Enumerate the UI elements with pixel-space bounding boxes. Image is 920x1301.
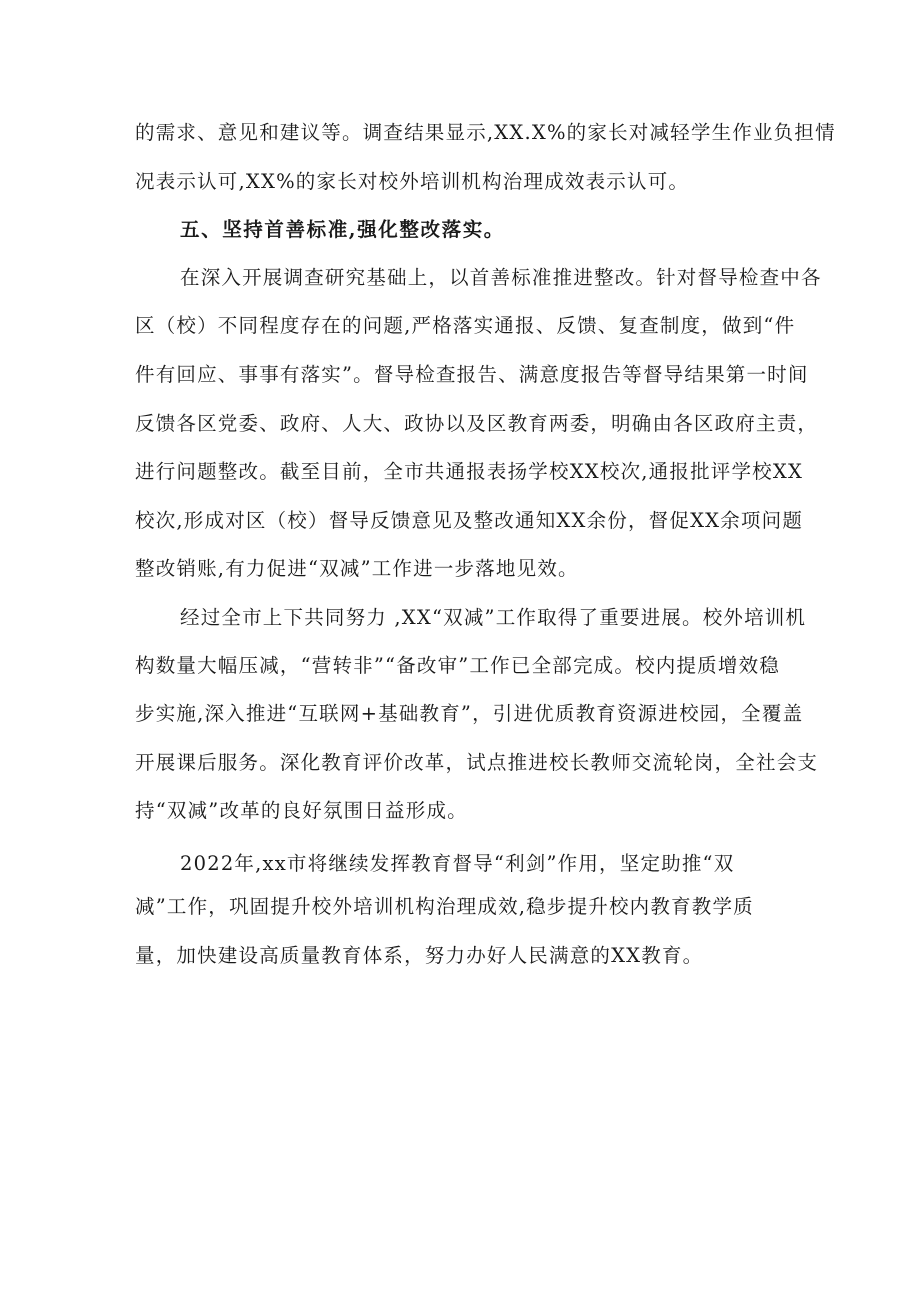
paragraph-line: 况表示认可,XX%的家长对校外培训机构治理成效表示认可。 — [135, 170, 690, 193]
paragraph-line: 经过全市上下共同努力 ,XX“双减”工作取得了重要进展。校外培训机 — [180, 606, 807, 629]
paragraph-line: 步实施,深入推进“互联网+基础教育”，引进优质教育资源进校园，全覆盖 — [135, 702, 804, 725]
paragraph-line: 构数量大幅压减，“营转非”“备改审”工作已全部完成。校内提质增效稳 — [135, 654, 780, 677]
paragraph-line: 进行问题整改。截至目前，全市共通报表扬学校XX校次,通报批评学校XX — [135, 460, 804, 483]
paragraph-line: 件有回应、事事有落实”。督导检查报告、满意度报告等督导结果第一时间 — [135, 363, 809, 386]
paragraph-line: 校次,形成对区（校）督导反馈意见及整改通知XX余份，督促XX余项问题 — [135, 509, 804, 532]
paragraph-line: 区（校）不同程度存在的问题,严格落实通报、反馈、复查制度，做到“件 — [135, 314, 796, 337]
paragraph-line: 的需求、意见和建议等。调查结果显示,XX.X%的家长对减轻学生作业负担情 — [135, 121, 836, 144]
paragraph-line: 在深入开展调查研究基础上，以首善标准推进整改。针对督导检查中各 — [180, 266, 822, 289]
paragraph-line: 持“双减”改革的良好氛围日益形成。 — [135, 799, 468, 822]
paragraph-line: 2022年,xx市将继续发挥教育督导“利剑”作用，坚定助推“双 — [180, 852, 735, 875]
paragraph-line: 减”工作，巩固提升校外培训机构治理成效,稳步提升校内教育教学质 — [135, 895, 754, 918]
section-heading: 五、坚持首善标准,强化整改落实。 — [180, 218, 505, 241]
paragraph-line: 量，加快建设高质量教育体系，努力办好人民满意的XX教育。 — [135, 944, 704, 967]
paragraph-line: 整改销账,有力促进“双减”工作进一步落地见效。 — [135, 557, 579, 580]
paragraph-line: 开展课后服务。深化教育评价改革，试点推进校长教师交流轮岗，全社会支 — [135, 751, 819, 774]
paragraph-line: 反馈各区党委、政府、人大、政协以及区教育两委，明确由各区政府主责， — [135, 412, 819, 435]
